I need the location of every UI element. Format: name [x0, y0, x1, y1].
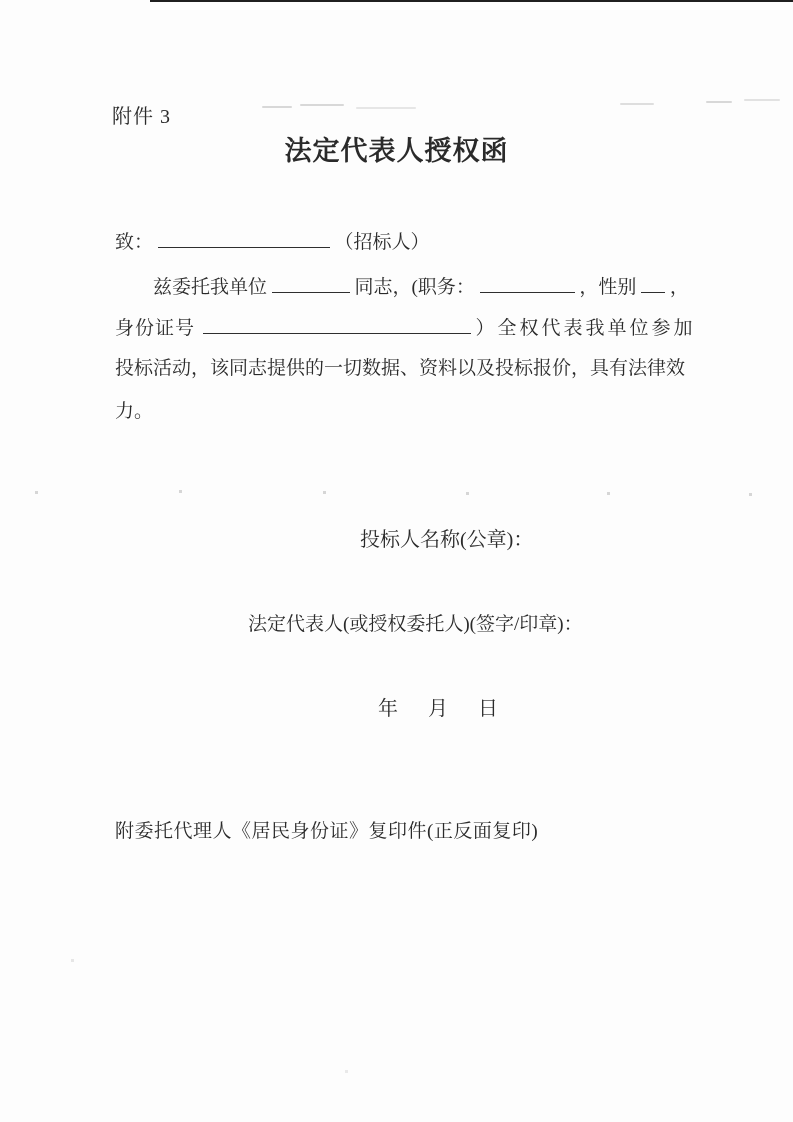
scan-speckle: [749, 493, 752, 496]
footer-note: 附委托代理人《居民身份证》复印件(正反面复印): [115, 821, 539, 842]
salutation-line: [115, 228, 430, 256]
scan-speckle: [179, 490, 182, 493]
legal-effect-text: 投标活动，该同志提供的一切数据、资料以及投标报价，具有法律效: [115, 358, 686, 379]
scan-noise: [744, 99, 780, 101]
blank-recipient-name: [158, 228, 330, 248]
scan-speckle: [71, 959, 74, 962]
blank-agent-name: [272, 273, 350, 293]
date-month-label: 月: [428, 698, 448, 720]
scan-noise: [300, 104, 344, 106]
entrust-text: 兹委托我单位: [153, 277, 268, 298]
legal-effect-tail-text: 力。: [115, 401, 154, 422]
scan-noise: [262, 106, 292, 108]
attachment-label: 附件 3: [112, 106, 171, 128]
gender-label: ，性别: [579, 277, 637, 298]
paragraph-line-1: [115, 273, 689, 301]
scan-speckle: [607, 492, 610, 495]
scan-speckle: [323, 491, 326, 494]
paragraph-line-4: [115, 399, 153, 425]
scan-speckle: [35, 491, 38, 494]
date-year-label: 年: [378, 698, 398, 720]
date-day-label: 日: [478, 698, 498, 720]
scan-noise: [706, 101, 732, 103]
id-number-label: 身份证号: [115, 318, 196, 339]
paragraph-line-3: [115, 356, 685, 382]
paragraph-line-2: [115, 314, 696, 342]
blank-duty: [480, 273, 575, 293]
blank-id-number: [203, 314, 471, 334]
authorization-text: ）全权代表我单位参加: [475, 318, 696, 339]
comrade-duty-text: 同志，(职务：: [354, 277, 475, 298]
legal-rep-label: 法定代表人(或授权委托人)(签字/印章)：: [248, 614, 583, 635]
scan-noise: [620, 103, 654, 105]
comma-text: ，: [669, 277, 689, 298]
date-line: [378, 692, 498, 721]
salutation-prefix: 致：: [115, 232, 154, 253]
scan-speckle: [345, 1070, 348, 1073]
scan-speckle: [466, 492, 469, 495]
bidder-name-label: 投标人名称(公章)：: [360, 529, 534, 551]
scan-noise: [356, 107, 416, 109]
scan-edge-artifact: [150, 0, 793, 2]
salutation-suffix: （招标人）: [334, 232, 430, 253]
blank-gender: [641, 273, 665, 293]
document-title: 法定代表人授权函: [284, 136, 509, 166]
